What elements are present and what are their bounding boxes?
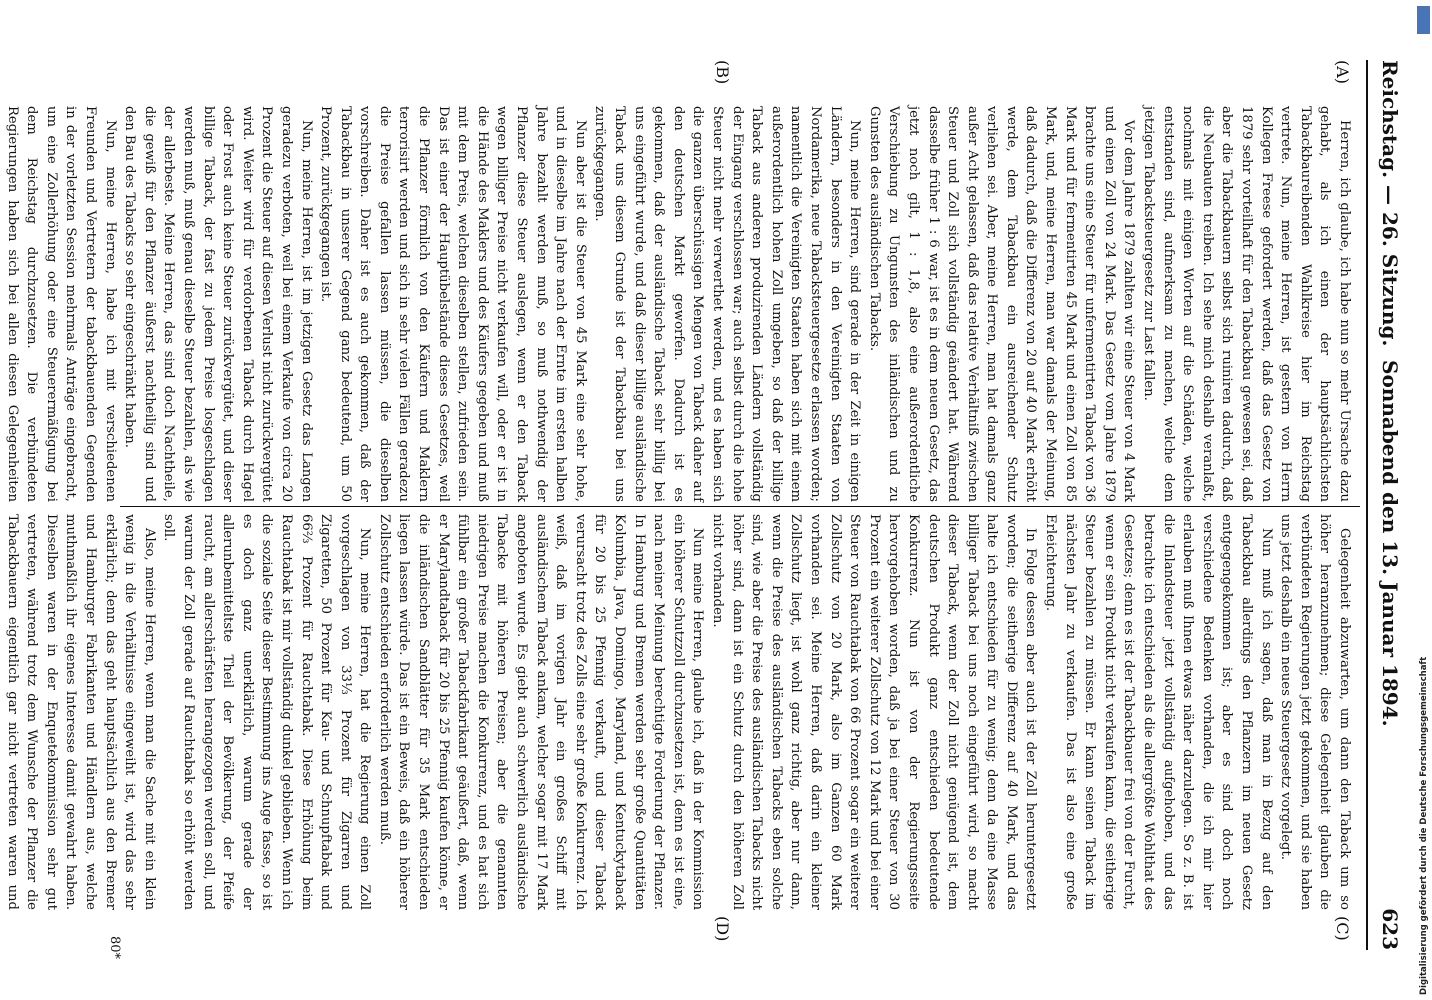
margin-mark-d: (D) xyxy=(713,916,732,942)
printer-signature: 80* xyxy=(107,936,122,960)
dfg-logo xyxy=(1417,6,1430,34)
paragraph: Also, meine Herren, wenn man die Sache mit ein klein wenig in die Verhältnisse eingeweiht ist, wird das sehr erklärlich; denn das geht hauptsächlich aus den Bremer und Hamburger Fabrikanten und Händlern aus, welche muthmaßlich ihr eigenes Interesse damit gewahrt haben. Dieselben waren in der Enquetekommission sehr gut vertreten, während trotz dem Wunsche der Pflanzer die Tabackbauern eigentlich gar nicht vertreten waren und xyxy=(4,514,157,910)
paragraph: Herren, ich glaube, ich habe nun so mehr Ursache dazu gehabt, als ich einen der hauptsächlichsten Tabackbaureibenden Wahlkreise hier im Reichstag vertrete. Nun, meine Herren, ist gestern von Herrn Kollegen Freese gefordert werden, daß das Gesetz von 1879 sehr vorteilhaft für den Tabackbau gewesen sei, daß aber die Tabackbauern selbst sich ruiniren dadurch, daß die Neubauten treiben. Ich sehe mich deshalb veranlaßt, nochmals mit einigen Worten auf die Schäden, welche entstanden sind, aufmerksam zu machen, welche dem jetzigen Tabacksteuergesetz zur Last fallen. xyxy=(1141,106,1352,502)
column-divider xyxy=(120,506,1360,507)
header-rule xyxy=(1366,60,1368,950)
paragraph: Nun, meine Herren, habe ich mit verschiedenen Freunden und Vertretern der tabackbauenden Gegenden in der vorletzten Session mehrmals Anträge eingebracht, um eine Zollerhöhung oder eine Steuerermäßigung bei dem Reichstag durchzusetzen. Die verbündeten Regierungen haben sich bei allen diesen Gelegenheiten xyxy=(4,106,118,502)
text-column-left xyxy=(4,106,1354,502)
page-number: 623 xyxy=(1378,908,1402,950)
header-date: Sonnabend den 13. Januar 1894. xyxy=(1378,360,1402,727)
paragraph: Nun muß ich sagen, daß man in Bezug auf den Tabackbau allerdings den Pflanzern im neuen Gesetz entgegengekommen ist; aber es sind doch noch verschiedene Bedenken vorhanden, die ich mir hier erlauben muß Ihnen etwas näher darzulegen. So z. B. ist die Inlandsteuer jetzt vollständig aufgehoben, und das betrachte ich entschieden als die allergrößte Wohlthat des Gesetzes; denn es ist der Tabackbauer frei von der Furcht, wenn er sein Produkt nicht verkaufen kann, die seitherige Steuer bezahlen zu müssen. Er kann seinen Taback im nächsten Jahr zu verkaufen. Das ist also eine große Erleichterung. xyxy=(1043,514,1274,910)
paragraph: Nun, meine Herren, hat die Regierung einen Zoll vorgeschlagen von 33⅓ Prozent für Zigarren und Zigaretten, 50 Prozent für Kau- und Schnupftabak und 66⅔ Prozent für Rauchtabak. Diese Erhöhung beim Rauchtabak ist mir vollständig dunkel geblieben. Wenn ich die soziale Seite dieser Bestimmung ins Auge fasse, so ist es doch ganz unerklärlich, warum gerade der allerunbemitteltste Theil der Bevölkerung, der Pfeife raucht, am allerschärfsten herangezogen werden soll, und warum der Zoll gerade auf Rauchtabak so erhöht werden soll. xyxy=(161,514,373,910)
paragraph: Gelegenheit abzuwarten, um dann den Taback um so höher heranzunehmen; diese Gelegenheit glauben die verbündeten Regierungen jetzt gekommen, und sie haben uns jetzt deshalb ein neues Steuergesetz vorgelegt. xyxy=(1278,514,1352,910)
header-session: Reichstag. — 26. Sitzung. xyxy=(1378,60,1402,347)
paragraph: Nun aber ist die Steuer von 45 Mark eine sehr hohe, und in dieselbe im Jahre nach der Ernte im ersten halben Jahre bezahlt werden muß, so muß nothwendig der Pflanzer diese Steuer auslegen, wenn er den Taback wegen billiger Preise nicht verkaufen will, oder er ist in die Hände des Maklers und des Käufers gegeben und muß mit dem Preis, welchen dieselben stellen, zufrieden sein. Das ist einer der Hauptübelstände dieses Gesetzes, weil die Pflanzer förmlich von den Käufern und Maklern terrorisirt werden und sich in sehr vielen Fällen geradezu die Preise gefallen lassen müssen, die dieselben vorschreiben. Daher ist es auch gekommen, daß der Tabackbau in unserer Gegend ganz bedeutend, um 50 Prozent, zurückgegangen ist. xyxy=(318,106,588,502)
paragraph: Nun meine Herren, glaube ich, daß in der Kommission ein höherer Schutzzoll durchzusetzen ist, denn es ist eine, nach meiner Meinung berechtigte Forderung der Pflanzer. In Hamburg und Bremen werden sehr große Quantitäten Kolumbia, Java, Domingo, Maryland, und Kentuckytaback für 20 bis 25 Pfennig verkauft, und dieser Taback verursacht trotz des Zolls eine sehr große Konkurrenz. Ich weiß, daß im vorigen Jahr ein großes Schiff mit ausländischem Taback ankam, welcher sogar mit 17 Mark angeboten wurde. Es giebt auch schwerlich ausländische Tabacke mit höheren Preisen; aber die genannten niedrigen Preise machen die Konkurrenz, und es hat sich fühlbar ein großer Tabackfabrikant geäußert, daß, wenn er Marylandtaback für 20 bis 25 Pfennig kaufen könne, er die inländischen Sandblätter für 35 Mark entschieden liegen lassen würde. Das ist ein Beweis, daß ein höherer Zollschutz entschieden erforderlich werden muß. xyxy=(376,514,706,910)
paragraph: Nun, meine Herren, ist im jetzigen Gesetz das Langen geradezu verboten, weil bei einem Verkaufe von circa 20 Prozent die Steuer auf diesen Verlust nicht zurückvergütet wird. Weiter wird für verdorbenen Taback durch Hagel oder Frost auch keine Steuer zurückvergütet, und dieser billige Taback, der fast zu jedem Preise losgeschlagen werden muß, muß genau dieselbe Steuer bezahlen, als wie der allerbeste. Meine Herren, das sind doch Nachtheile, die gewiß für den Pflanzer äußerst nachtheilig sind und den Bau des Tabacks so sehr eingeschränkt haben. xyxy=(122,106,314,502)
paragraph: Vor dem Jahre 1879 zahlten wir eine Steuer von 4 Mark und einen Zoll von 24 Mark. Das Gesetz vom Jahre 1879 brachte uns eine Steuer für unfermentirten Taback von 36 Mark und für fermentirten 45 Mark und einen Zoll von 85 Mark, und, meine Herren, man war damals der Meinung, daß dadurch, daß die Differenz von 20 auf 40 Mark erhöht werde, dem Tabackbau ein ausreichender Schutz verliehen sei. Aber, meine Herren, man hat damals ganz außer Acht gelassen, daß das relative Verhältniß zwischen Steuer und Zoll sich vollständig geändert hat. Während dasselbe früher 1 : 6 war, ist es in dem neuen Gesetz, das jetzt noch gilt, 1 : 1,8, also eine außerordentliche Verschiebung zu Ungunsten des inländischen und zu Gunsten des ausländischen Tabacks. xyxy=(866,106,1137,502)
text-column-right xyxy=(4,514,1354,910)
margin-mark-a: (A) xyxy=(1333,60,1352,85)
margin-mark-c: (C) xyxy=(1333,916,1352,941)
margin-mark-b: (B) xyxy=(713,60,732,85)
paragraph: In Folge dessen aber auch ist der Zoll heruntergesetzt worden; die seitherige Differenz auf 40 Mark, und das halte ich entschieden für zu wenig; denn da eine Masse billiger Taback bei uns noch eingeführt wird, so macht dieser Taback, wenn der Zoll nicht genügend ist, dem deutschen Produkt ganz entschieden bedeutende Konkurrenz. Nun ist von der Regierungsseite hervorgehoben worden, daß ja bei einer Steuer von 30 Prozent ein weiterer Zollschutz von 12 Mark und bei einer Steuer von Rauchtabak von 66 Prozent sogar ein weiterer Zollschutz von 20 Mark, also im Ganzen 60 Mark vorhanden sei. Meine Herren, daß darin ein kleiner Zollschutz liegt, ist wohl ganz richtig, aber nur dann, wenn die Preise des ausländischen Tabacks eben solche sind, wie aber die Preise des ausländischen Tabacks nicht höher sind, dann ist ein Schutz durch den höheren Zoll nicht vorhanden. xyxy=(710,514,1039,910)
digitization-credit: Digitalisierung gefördert durch die Deutsche Forschungsgemeinschaft xyxy=(1419,656,1429,995)
paragraph: Nun, meine Herren, sind gerade in der Zeit in einigen Ländern, besonders in den Vereinigten Staaten von Nordamerika, neue Tabacksteuergesetze erlassen worden; namentlich die Vereinigten Staaten haben sich mit einem außerordentlich hohen Zoll umgeben, so daß der billige Taback aus anderen produzirenden Ländern vollständig der Eingang verschlossen war; auch selbst durch die hohe Steuer nicht mehr verwerthet werden, und es haben sich die ganzen überschüssigen Mengen von Taback daher auf den deutschen Markt geworfen. Dadurch ist es gekommen, daß der ausländische Taback sehr billig bei uns eingeführt wurde, und daß dieser billige ausländische Taback uns diesem Grunde ist der Tabackbau bei uns zurückgegangen. xyxy=(592,106,863,502)
